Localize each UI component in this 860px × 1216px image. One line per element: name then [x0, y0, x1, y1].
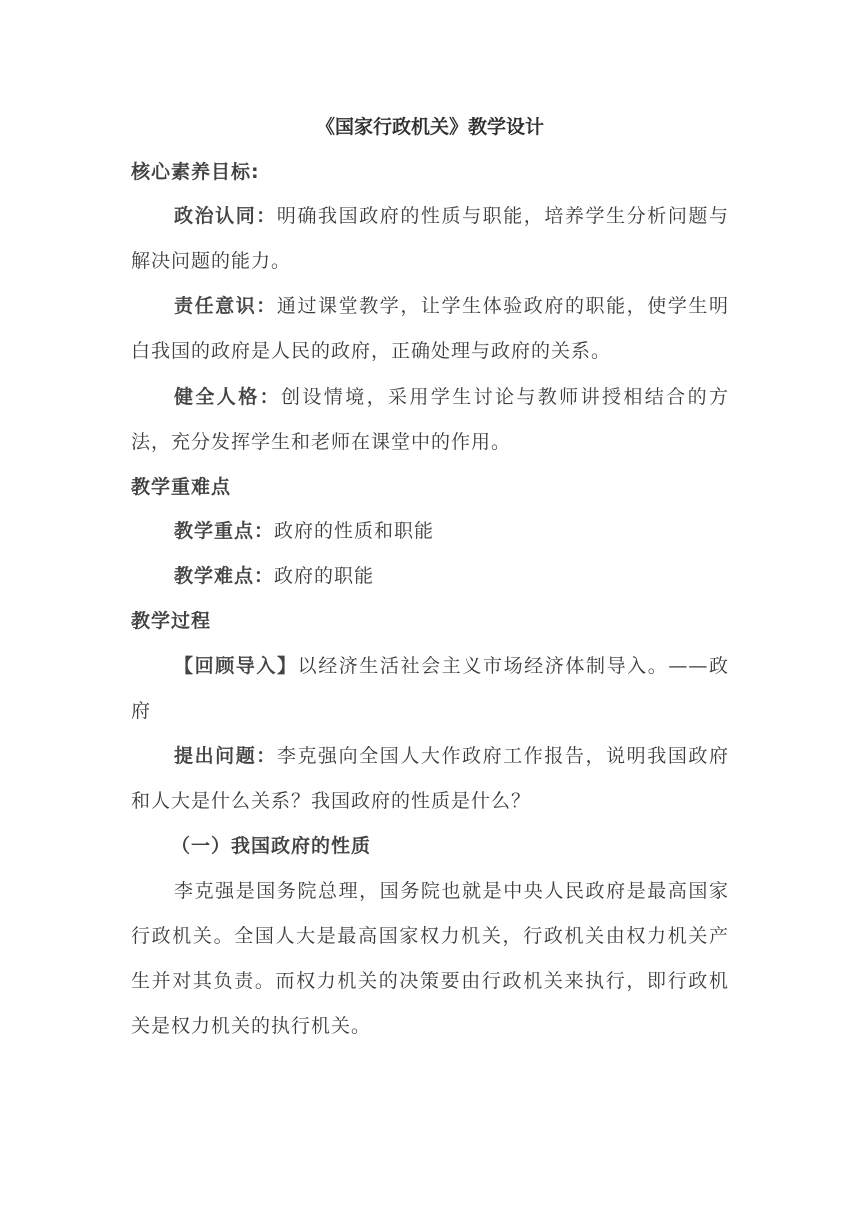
key-point-label: 教学难点： — [174, 565, 275, 587]
core-goals-heading: 核心素养目标: — [131, 161, 260, 183]
process-intro-text: 以经济生活社会主义市场经济体制导入。——政府 — [131, 655, 729, 722]
section1-paragraph: 李克强是国务院总理，国务院也就是中央人民政府是最高国家行政机关。全国人大是最高国家权力机关，行政机关由权力机关产生并对其负责。而权力机关的决策要由行政机关来执行，即行政机关是权力机关的执行机关。 — [131, 880, 729, 1037]
process-question — [131, 734, 729, 824]
key-point-difficulty — [131, 554, 729, 599]
process-heading: 教学过程 — [131, 610, 212, 632]
goal-label: 健全人格： — [174, 386, 281, 408]
key-point-text: 政府的职能 — [274, 565, 375, 587]
goal-personality — [131, 375, 729, 465]
key-point-label: 教学重点： — [174, 520, 275, 542]
goal-label: 责任意识： — [174, 295, 277, 317]
document-title: 《国家行政机关》教学设计 — [315, 116, 544, 138]
goal-text: 通过课堂教学，让学生体验政府的职能，使学生明白我国的政府是人民的政府，正确处理与政府的关系。 — [131, 295, 729, 362]
process-intro-label: 【回顾导入】 — [174, 655, 298, 677]
goal-label: 政治认同： — [174, 205, 277, 227]
goal-political-identity — [131, 194, 729, 284]
process-question-label: 提出问题： — [174, 745, 277, 767]
process-intro — [131, 644, 729, 734]
key-point-text: 政府的性质和职能 — [274, 520, 435, 542]
goal-text: 明确我国政府的性质与职能，培养学生分析问题与解决问题的能力。 — [131, 205, 729, 272]
section1-heading: （一）我国政府的性质 — [171, 835, 372, 857]
key-points-heading: 教学重难点 — [131, 476, 232, 498]
goal-responsibility — [131, 284, 729, 374]
key-point-focus — [131, 509, 729, 554]
process-question-text: 李克强向全国人大作政府工作报告，说明我国政府和人大是什么关系？我国政府的性质是什么？ — [131, 745, 729, 812]
goal-text: 创设情境，采用学生讨论与教师讲授相结合的方法，充分发挥学生和老师在课堂中的作用。 — [131, 386, 729, 453]
